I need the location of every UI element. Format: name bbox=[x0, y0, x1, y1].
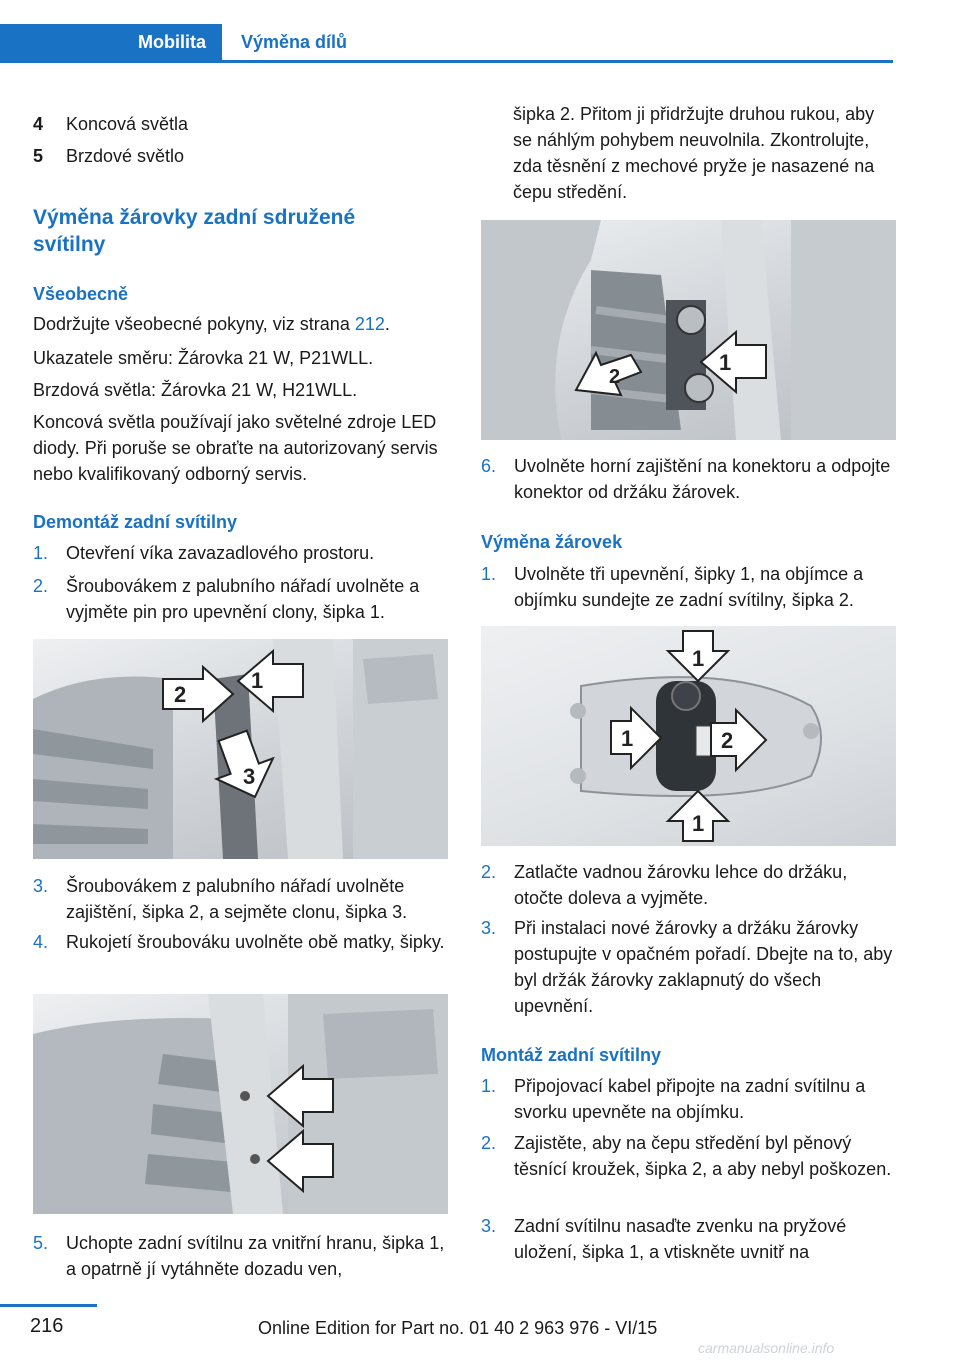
item-text: Brzdové světlo bbox=[66, 146, 185, 166]
figure-bulb-holder bbox=[481, 626, 896, 846]
step-number: 1. bbox=[33, 543, 49, 563]
page-link[interactable]: 212 bbox=[354, 314, 385, 334]
step-number: 2. bbox=[481, 1133, 497, 1153]
figure-drawing bbox=[33, 994, 448, 1214]
item-number: 5 bbox=[33, 146, 44, 166]
chapter-tab[interactable]: Mobilita bbox=[0, 24, 222, 60]
paragraph-text: Dodržujte všeobecné pokyny, viz strana bbox=[33, 314, 355, 334]
section-tab[interactable]: Výměna dílů bbox=[241, 31, 348, 52]
figure-drawing bbox=[481, 626, 896, 846]
callout-label: 1 bbox=[251, 668, 264, 693]
callout-label: 1 bbox=[692, 646, 705, 671]
edition-note: Online Edition for Part no. 01 40 2 963 976 - VI/15 bbox=[258, 1318, 658, 1338]
item-text: Koncová světla bbox=[66, 114, 189, 134]
step-text: Zatlačte vadnou žárovku lehce do držáku, otočte doleva a vyjměte. bbox=[514, 862, 848, 908]
step-text: Uvolněte horní zajištění na konektoru a odpojte konektor od držáku žárovek. bbox=[514, 456, 891, 502]
subheading-bulbs: Výměna žárovek bbox=[481, 532, 623, 552]
paragraph: Brzdová světla: Žárovka 21 W, H21WLL. bbox=[33, 380, 358, 400]
figure-drawing bbox=[33, 639, 448, 859]
step-number: 6. bbox=[481, 456, 497, 476]
paragraph bbox=[33, 311, 453, 337]
callout-label: 1 bbox=[719, 350, 732, 375]
watermark: carmanualsonline.info bbox=[698, 1340, 835, 1356]
step-text: Uvolněte tři upevnění, šipky 1, na objímce a objímku sundejte ze zadní svítilny, šipka 2. bbox=[514, 564, 864, 610]
paragraph: Ukazatele směru: Žárovka 21 W, P21WLL. bbox=[33, 348, 374, 368]
step-text: Šroubovákem z palubního nářadí uvolněte zajištění, šipka 2, a sejměte clonu, šipka 3. bbox=[66, 876, 408, 922]
step-text: Zajistěte, aby na čepu středění byl pěnový těsnící kroužek, šipka 2, a aby nebyl poškozen. bbox=[514, 1133, 892, 1179]
figure-nut-release bbox=[33, 994, 448, 1214]
step-number: 2. bbox=[481, 862, 497, 882]
callout-label: 1 bbox=[621, 726, 634, 751]
step-number: 4. bbox=[33, 932, 49, 952]
item-number: 4 bbox=[33, 114, 44, 134]
paragraph-text: . bbox=[384, 314, 390, 334]
figure-lamp-pull bbox=[481, 220, 896, 440]
paragraph: Koncová světla používají jako světelné zdroje LED diody. Při poruše se obraťte na autorizovaný servis nebo kvalifikovaný odborný servis. bbox=[33, 412, 438, 484]
callout-label: 2 bbox=[174, 682, 187, 707]
step-number: 5. bbox=[33, 1233, 49, 1253]
header-rule bbox=[0, 60, 893, 63]
step-text: Šroubovákem z palubního nářadí uvolněte a vyjměte pin pro upevnění clony, šipka 1. bbox=[66, 576, 420, 622]
step-text: Uchopte zadní svítilnu za vnitřní hranu, šipka 1, a opatrně jí vytáhněte dozadu ven, bbox=[66, 1233, 445, 1279]
footer-rule bbox=[0, 1304, 97, 1307]
step-number: 1. bbox=[481, 564, 497, 584]
step-text: Otevření víka zavazadlového prostoru. bbox=[66, 543, 375, 563]
callout-label: 2 bbox=[721, 728, 734, 753]
step-text: Rukojetí šroubováku uvolněte obě matky, šipky. bbox=[66, 932, 445, 952]
subheading-install: Montáž zadní svítilny bbox=[481, 1045, 662, 1065]
step-number: 1. bbox=[481, 1076, 497, 1096]
page-number: 216 bbox=[30, 1315, 64, 1337]
step-number: 2. bbox=[33, 576, 49, 596]
step-number: 3. bbox=[481, 1216, 497, 1236]
callout-label: 2 bbox=[609, 366, 621, 388]
subheading-general: Všeobecně bbox=[33, 284, 129, 304]
step-text: Při instalaci nové žárovky a držáku žárovky postupujte v opačném pořadí. Dbejte na to, aby byl držák žárovky zaklapnutý do všech upevnění. bbox=[514, 918, 893, 1016]
page-header bbox=[0, 0, 960, 62]
figure-trim-removal bbox=[33, 639, 448, 859]
step-text: Připojovací kabel připojte na zadní svítilnu a svorku upevněte na objímku. bbox=[514, 1076, 866, 1122]
subheading-removal: Demontáž zadní svítilny bbox=[33, 512, 238, 532]
figure-drawing bbox=[481, 220, 896, 440]
continuation-paragraph: šipka 2. Přitom ji přidržujte druhou rukou, aby se náhlým pohybem neuvolnila. Zkontrolujte, zda těsnění z mechové pryže je nasazené na čepu středění. bbox=[513, 104, 875, 202]
section-heading: Výměna žárovky zadní sdružené svítilny bbox=[33, 206, 356, 256]
step-text: Zadní svítilnu nasaďte zvenku na pryžové uložení, šipka 1, a vtiskněte uvnitř na bbox=[514, 1216, 847, 1262]
callout-label: 1 bbox=[692, 811, 705, 836]
step-number: 3. bbox=[481, 918, 497, 938]
step-number: 3. bbox=[33, 876, 49, 896]
callout-label: 3 bbox=[243, 764, 256, 789]
